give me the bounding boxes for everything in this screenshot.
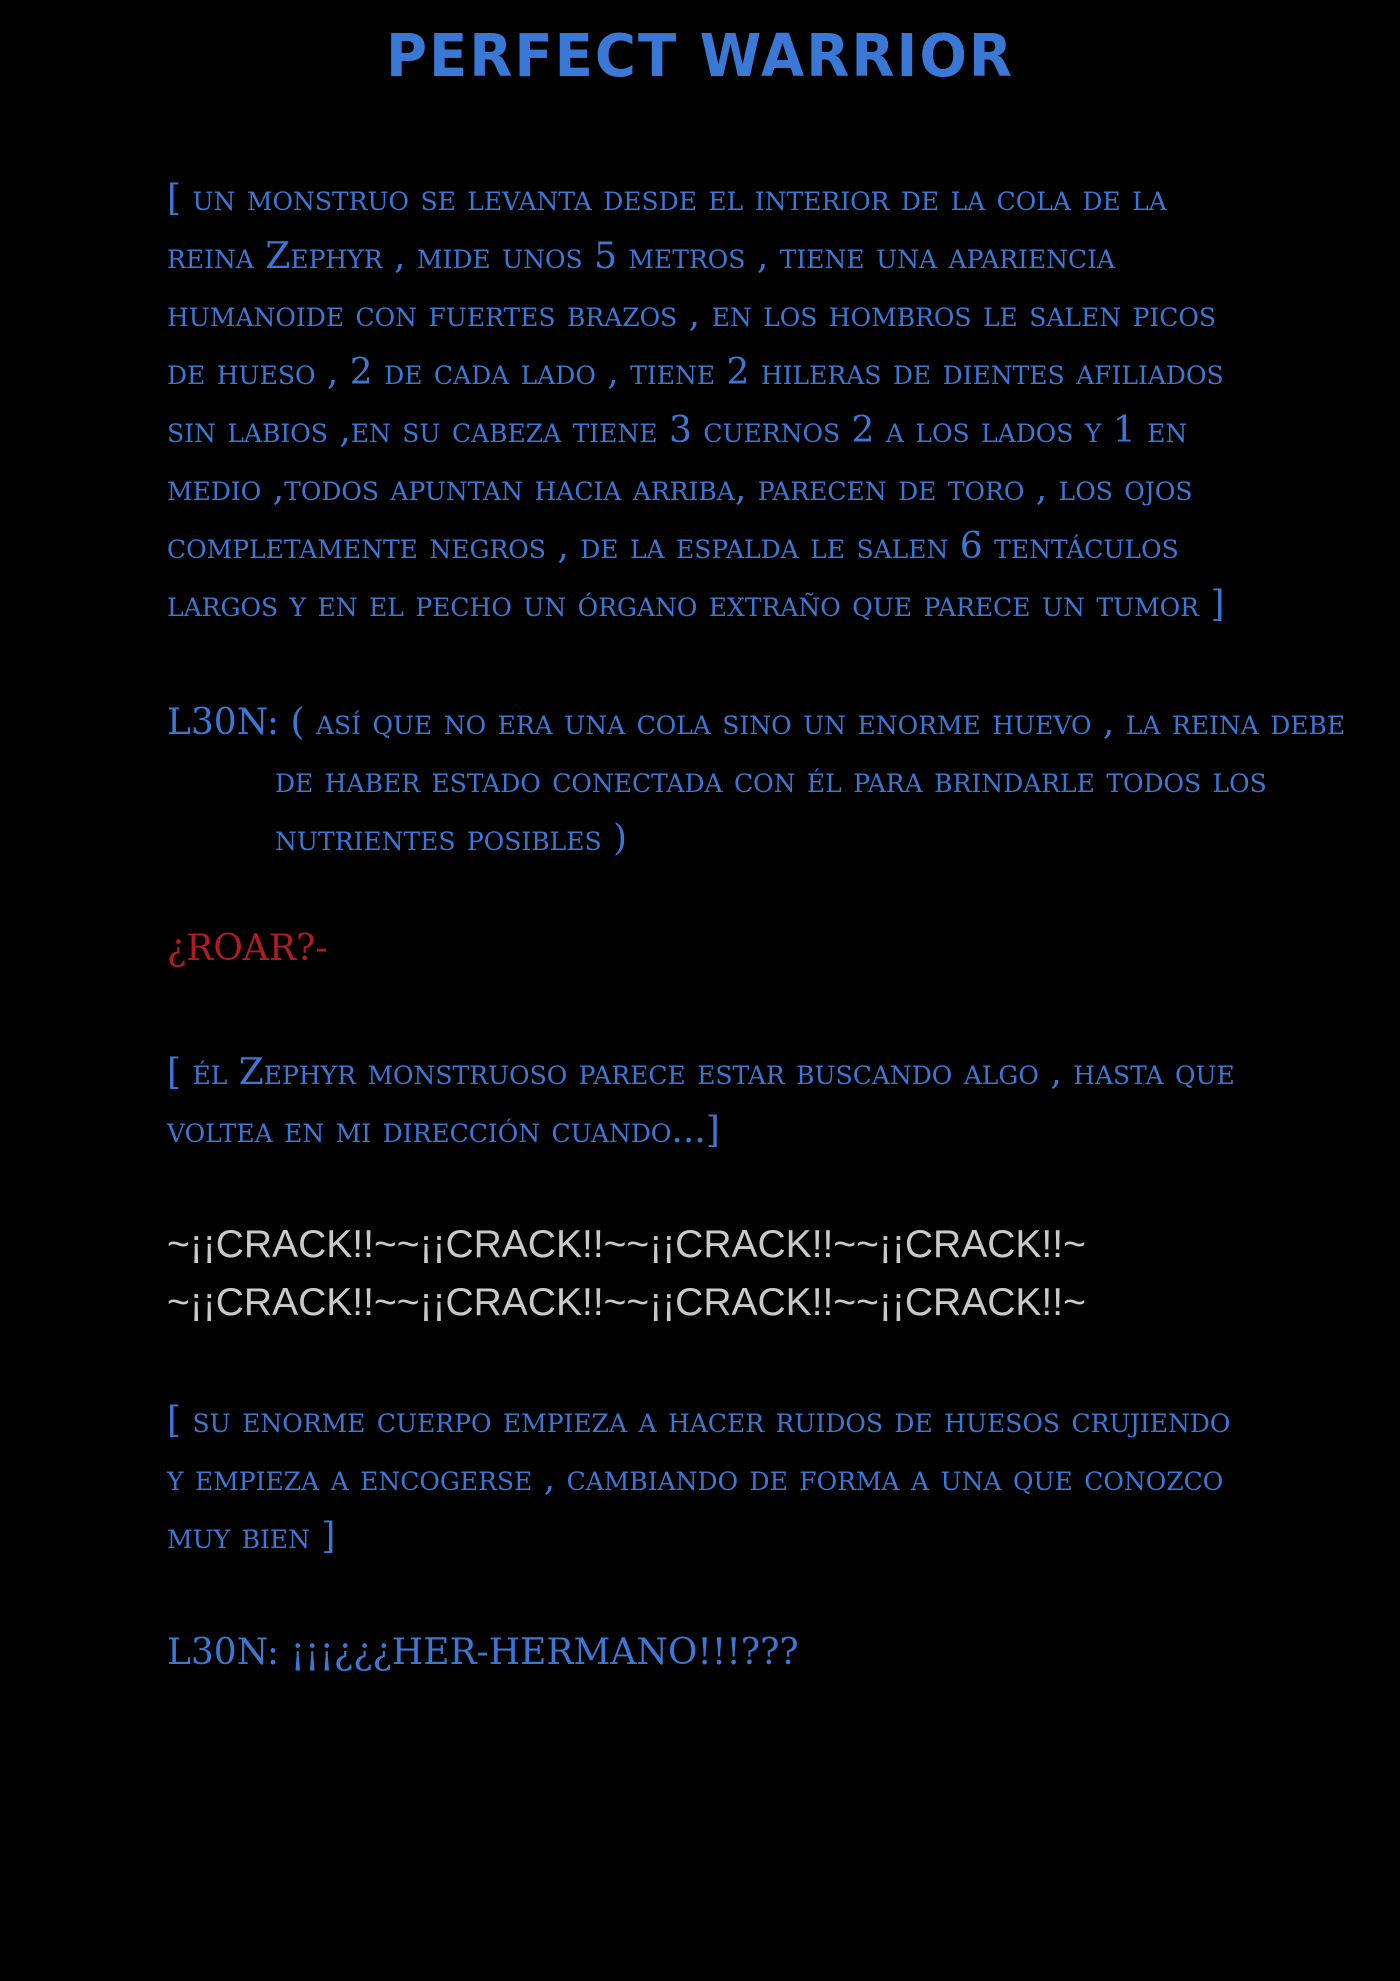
narration-shrinking: [ su enorme cuerpo empieza a hacer ruidos de huesos crujiendo y empieza a encogerse , cambiando de forma a una que conozco muy bien ] [167, 1400, 1231, 1557]
dialogue-l30n-thought: L30N: ( así que no era una cola sino un enorme huevo , la reina debe de haber estado conectada con él para brindarle todos los nutrientes posibles ) [167, 702, 1346, 859]
crack-line-2: ~¡¡CRACK!!~~¡¡CRACK!!~~¡¡CRACK!!~~¡¡CRACK!!~ [167, 1281, 1086, 1324]
dialogue-l30n-shout: L30N: ¡¡¡¿¿¿HER-HERMANO!!!??? [167, 1632, 799, 1673]
crack-line-1: ~¡¡CRACK!!~~¡¡CRACK!!~~¡¡CRACK!!~~¡¡CRACK!!~ [167, 1223, 1086, 1266]
narration-searching: [ él Zephyr monstruoso parece estar buscando algo , hasta que voltea en mi dirección cuando...] [167, 1052, 1235, 1151]
narration-description: [ un monstruo se levanta desde el interior de la cola de la reina Zephyr , mide unos 5 metros , tiene una apariencia humanoide con fuertes brazos , en los hombros le salen picos de hueso , 2 de cada lado , tiene 2 hileras de dientes afiliados sin labios ,en su cabeza tiene 3 cuernos 2 a los lados y 1 en medio ,todos apuntan hacia arriba, parecen de toro , los ojos completamente negros , de la espalda le salen 6 tentáculos largos y en el pecho un órgano extraño que parece un tumor ] [167, 178, 1225, 625]
sound-effect-roar: ¿ROAR?- [167, 928, 328, 969]
page-title: PERFECT WARRIOR [385, 22, 1015, 91]
sound-effect-crack [167, 1216, 1257, 1332]
